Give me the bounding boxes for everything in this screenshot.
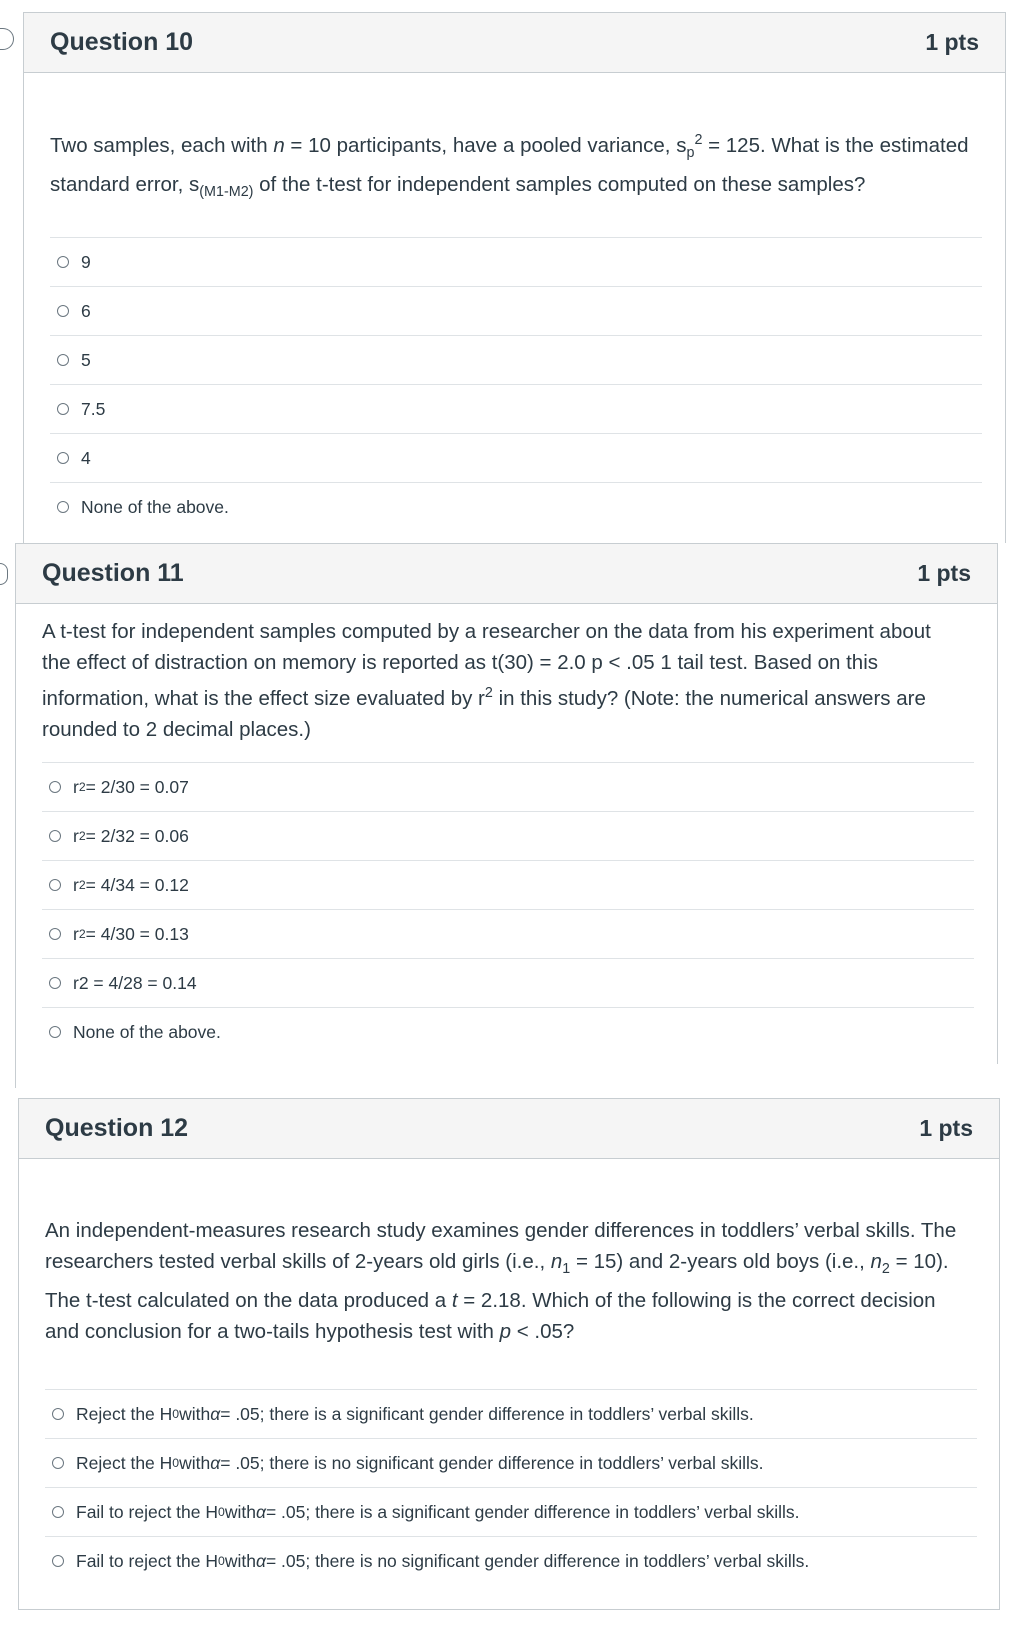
question-title: Question 11 <box>42 559 184 587</box>
question-points: 1 pts <box>925 29 979 55</box>
answer-option[interactable]: r 2 = 4/30 = 0.13 <box>42 909 974 958</box>
radio-button[interactable] <box>49 1026 61 1038</box>
answer-list <box>50 237 982 531</box>
question-header <box>24 13 1005 73</box>
radio-button[interactable] <box>52 1408 64 1420</box>
answer-option[interactable]: r 2 = 4/34 = 0.12 <box>42 860 974 909</box>
answer-option[interactable]: Fail to reject the H 0 with α = .05; there is a significant gender difference in toddlers’ verbal skills. <box>45 1487 977 1536</box>
radio-button[interactable] <box>49 977 61 989</box>
radio-button[interactable] <box>49 781 61 793</box>
question-points: 1 pts <box>917 560 971 586</box>
question-12 <box>18 1098 1000 1610</box>
answer-option[interactable]: r 2 = 2/32 = 0.06 <box>42 811 974 860</box>
question-flag-icon[interactable] <box>0 563 8 585</box>
question-points: 1 pts <box>919 1115 973 1141</box>
answer-option[interactable]: None of the above. <box>50 482 982 531</box>
radio-button[interactable] <box>57 501 69 513</box>
answer-option[interactable]: Fail to reject the H 0 with α = .05; there is no significant gender difference in toddlers’ verbal skills. <box>45 1536 977 1585</box>
radio-button[interactable] <box>57 305 69 317</box>
question-flag-icon[interactable] <box>0 28 14 50</box>
radio-button[interactable] <box>57 354 69 366</box>
question-11 <box>15 543 998 1064</box>
question-text: An independent-measures research study examines gender differences in toddlers’ verbal skills. The researchers tested verbal skills of 2-years old girls (i.e., $n_1 = 15$) and 2-years old boys (i.e., $n_2 = 10$). The t-test calculated on the data produced a t = 2.18. Which of the following is the correct decision and conclusion for a two-tails hypothesis test with p < .05? <box>45 1219 957 1344</box>
question-header <box>16 544 997 604</box>
answer-option[interactable]: 4 <box>50 433 982 482</box>
radio-button[interactable] <box>57 452 69 464</box>
answer-option[interactable]: r 2 = 2/30 = 0.07 <box>42 762 974 811</box>
answer-list <box>45 1389 977 1585</box>
question-text: A t-test for independent samples computed by a researcher on the data from his experiment about the effect of distraction on memory is reported as t(30) = 2.0 p < .05 1 tail test. Based on this information, what is the effect size evaluated by $r^2$ in this study? (Note: the numerical answers are rounded to 2 decimal places.) <box>42 620 931 741</box>
radio-button[interactable] <box>52 1555 64 1567</box>
radio-button[interactable] <box>57 403 69 415</box>
answer-option[interactable]: 6 <box>50 286 982 335</box>
radio-button[interactable] <box>52 1457 64 1469</box>
radio-button[interactable] <box>52 1506 64 1518</box>
question-text: Two samples, each with n = 10 participants, have a pooled variance, $s_p^2 = 125$. What is the estimated standard error, $s_{(M1-M2)}$ of the t-test for independent samples computed on these samples? <box>50 132 969 201</box>
question-title: Question 10 <box>50 28 194 56</box>
question-title: Question 12 <box>45 1114 189 1142</box>
answer-option[interactable]: 9 <box>50 237 982 286</box>
radio-button[interactable] <box>57 256 69 268</box>
answer-option[interactable]: 7.5 <box>50 384 982 433</box>
answer-option[interactable]: None of the above. <box>42 1007 974 1056</box>
answer-option[interactable]: Reject the H 0 with α = .05; there is no significant gender difference in toddlers’ verbal skills. <box>45 1438 977 1487</box>
answer-list <box>42 762 974 1056</box>
question-header <box>19 1099 999 1159</box>
answer-option[interactable]: 5 <box>50 335 982 384</box>
question-10 <box>23 12 1006 543</box>
answer-option[interactable]: r2 = 4/28 = 0.14 <box>42 958 974 1007</box>
radio-button[interactable] <box>49 830 61 842</box>
answer-option[interactable]: Reject the H 0 with α = .05; there is a significant gender difference in toddlers’ verbal skills. <box>45 1389 977 1438</box>
radio-button[interactable] <box>49 879 61 891</box>
radio-button[interactable] <box>49 928 61 940</box>
